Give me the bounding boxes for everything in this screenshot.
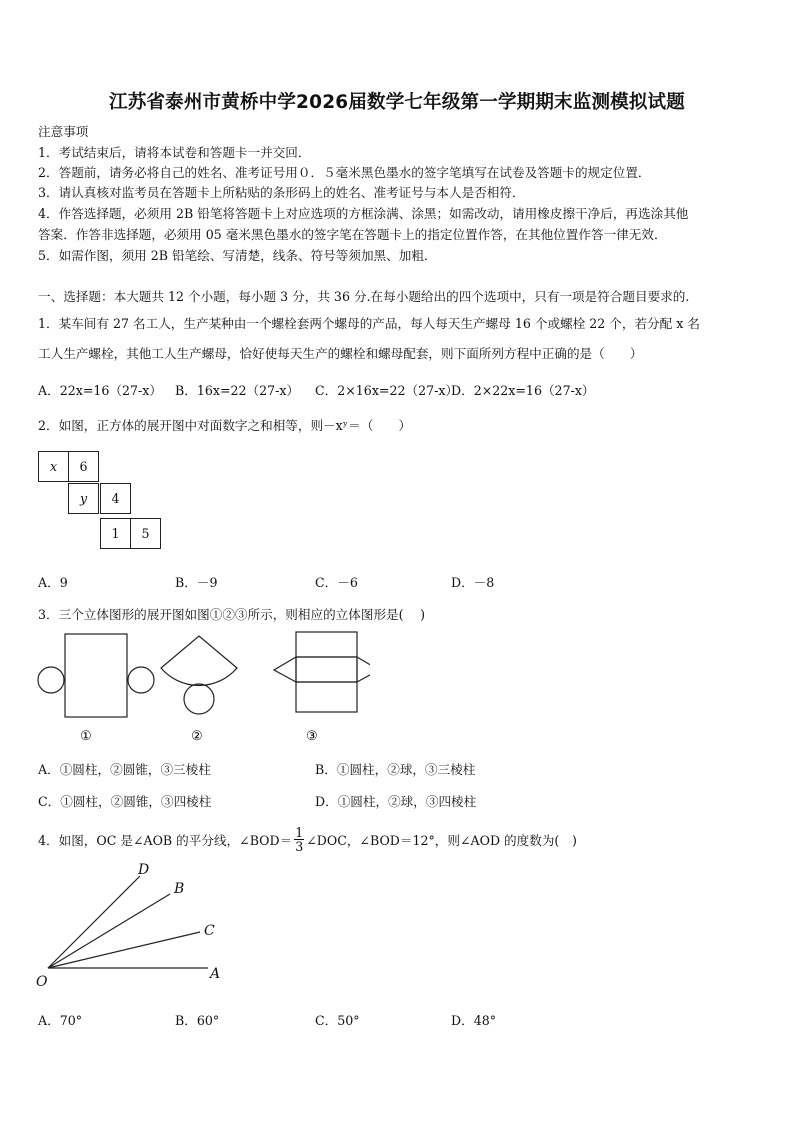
q3-option-b: B．①圆柱，②球，③三棱柱 bbox=[315, 762, 476, 777]
q2-option-d: D．－8 bbox=[451, 575, 495, 590]
q4-option-c: C．50° bbox=[315, 1013, 360, 1028]
net-cell: 1 bbox=[100, 518, 131, 549]
notice-heading: 注意事项 bbox=[38, 124, 89, 139]
net-cell: 4 bbox=[100, 483, 131, 514]
cone-base-circle bbox=[184, 684, 214, 714]
q4-option-a: A．70° bbox=[38, 1013, 83, 1028]
cylinder-side-rect bbox=[65, 634, 127, 717]
point-label-b: B bbox=[174, 881, 185, 897]
notice-item: 3．请认真核对监考员在答题卡上所粘贴的条形码上的姓名、准考证号与本人是否相符． bbox=[38, 185, 525, 200]
page-title: 江苏省泰州市黄桥中学2026届数学七年级第一学期期末监测模拟试题 bbox=[109, 92, 685, 113]
ray-oc bbox=[48, 932, 200, 968]
q3-stem: 3．三个立体图形的展开图如图①②③所示，则相应的立体图形是( ) bbox=[38, 607, 426, 622]
net-cell: 5 bbox=[130, 518, 161, 549]
nets-figure bbox=[30, 628, 370, 748]
notice-item: 2．答题前，请务必将自己的姓名、准考证号用０．５毫米黑色墨水的签字笔填写在试卷及答题卡的规定位置． bbox=[38, 165, 651, 180]
q4-option-b: B．60° bbox=[175, 1013, 220, 1028]
notice-item: 5．如需作图，须用 2B 铅笔绘、写清楚，线条、符号等须加黑、加粗． bbox=[38, 248, 437, 263]
q2-stem: 2．如图，正方体的展开图中对面数字之和相等，则－xʸ＝（ ） bbox=[38, 418, 412, 433]
q2-option-b: B．－9 bbox=[175, 575, 218, 590]
q3-option-d: D．①圆柱，②球，③四棱柱 bbox=[315, 794, 477, 809]
figure-label: ① bbox=[80, 729, 92, 744]
cylinder-base-circle bbox=[38, 667, 64, 693]
q4-stem bbox=[38, 825, 577, 855]
prism-triangle bbox=[274, 657, 296, 682]
q3-option-a: A．①圆柱，②圆锥，③三棱柱 bbox=[38, 762, 211, 777]
notice-item: 4．作答选择题，必须用 2B 铅笔将答题卡上对应选项的方框涂满、涂黑；如需改动，请用橡皮擦干净后，再选涂其他 bbox=[38, 206, 689, 221]
figure-label: ③ bbox=[306, 729, 318, 744]
section-heading: 一、选择题：本大题共 12 个小题，每小题 3 分，共 36 分.在每小题给出的四个选项中，只有一项是符合题目要求的. bbox=[38, 289, 690, 304]
q4-option-d: D．48° bbox=[451, 1013, 497, 1028]
point-label-o: O bbox=[36, 974, 48, 990]
prism-triangle bbox=[357, 657, 370, 682]
q4-stem-part1: 4．如图，OC 是∠AOB 的平分线，∠BOD＝ bbox=[38, 833, 293, 848]
notice-item: 答案．作答非选择题，必须用 05 毫米黑色墨水的签字笔在答题卡上的指定位置作答，在其他位置作答一律无效． bbox=[38, 227, 667, 242]
q1-stem-line2: 工人生产螺栓，其他工人生产螺母，恰好使每天生产的螺栓和螺母配套，则下面所列方程中正确的是（ ） bbox=[38, 346, 643, 361]
fraction-numerator: 1 bbox=[295, 825, 304, 840]
q4-fraction bbox=[294, 826, 304, 853]
q1-stem-line1: 1．某车间有 27 名工人，生产某种由一个螺栓套两个螺母的产品，每人每天生产螺母 16 个或螺栓 22 个，若分配 x 名 bbox=[38, 316, 700, 331]
q1-option-d: D．2×22x=16（27-x） bbox=[451, 383, 595, 398]
q2-option-c: C．－6 bbox=[315, 575, 358, 590]
prism-face bbox=[296, 657, 357, 682]
q1-option-a: A．22x=16（27-x） bbox=[38, 383, 162, 398]
angle-figure bbox=[30, 860, 240, 990]
point-label-d: D bbox=[138, 862, 150, 878]
prism-face bbox=[296, 632, 357, 657]
q3-option-c: C．①圆柱，②圆锥，③四棱柱 bbox=[38, 794, 212, 809]
point-label-c: C bbox=[204, 923, 215, 939]
point-label-a: A bbox=[210, 966, 221, 982]
ray-ob bbox=[48, 894, 170, 968]
prism-face bbox=[296, 682, 357, 712]
fraction-denominator: 3 bbox=[295, 839, 304, 854]
ray-od bbox=[48, 876, 140, 968]
net-cell: x bbox=[38, 451, 69, 482]
cone-sector bbox=[161, 636, 237, 686]
net-cell: y bbox=[68, 483, 99, 514]
q1-option-b: B．16x=22（27-x） bbox=[175, 383, 300, 398]
notice-item: 1．考试结束后，请将本试卷和答题卡一并交回． bbox=[38, 145, 311, 160]
cylinder-base-circle bbox=[128, 667, 154, 693]
figure-label: ② bbox=[191, 729, 203, 744]
q4-stem-part2: ∠DOC，∠BOD＝12°，则∠AOD 的度数为( ) bbox=[306, 833, 577, 848]
q1-option-c: C．2×16x=22（27-x） bbox=[315, 383, 459, 398]
q2-option-a: A．9 bbox=[38, 575, 68, 590]
net-cell: 6 bbox=[68, 451, 99, 482]
